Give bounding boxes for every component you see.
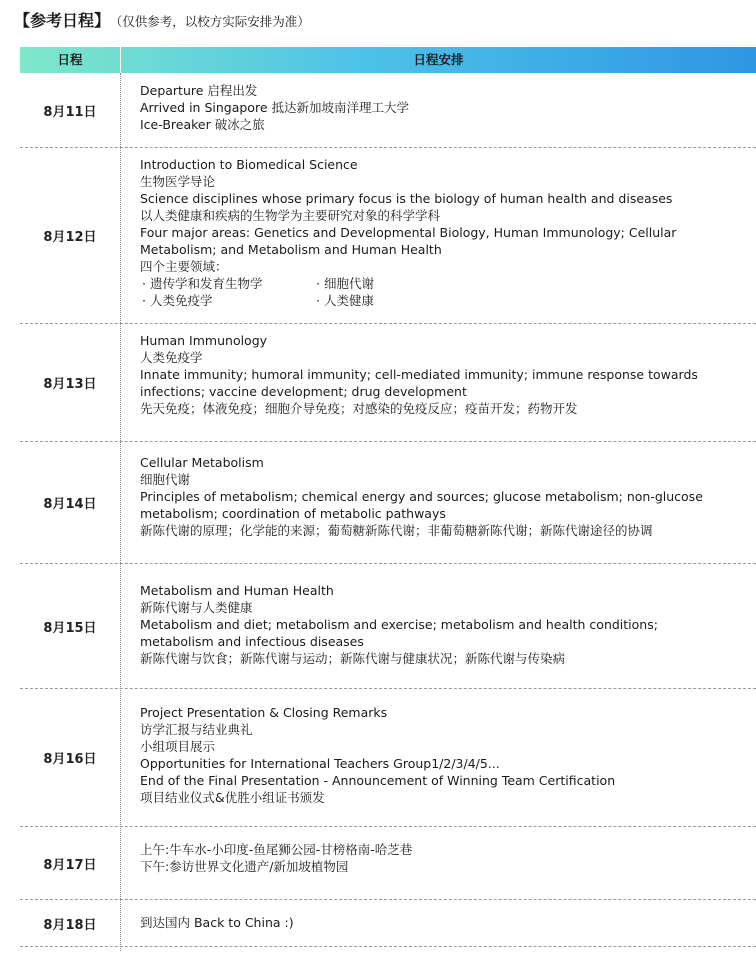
area-item: · 遗传学和发育生物学 [142,276,263,291]
content-line: metabolism and infectious diseases [140,634,364,649]
content-line: Principles of metabolism; chemical energy and sources; glucose metabolism; non-glucose [140,489,703,504]
row-content [140,704,756,806]
content-line: metabolism; coordination of metabolic pathways [140,506,446,521]
content-line: Metabolism and Human Health [140,583,334,598]
area-item: · 细胞代谢 [316,276,374,291]
table-row [20,148,756,324]
content-line: 访学汇报与结业典礼 [140,722,253,737]
heading-note: （仅供参考，以校方实际安排为准） [116,14,310,29]
row-content [140,454,756,539]
row-date: 8月17日 [43,857,97,873]
content-line: Arrived in Singapore 抵达新加坡南洋理工大学 [140,100,409,115]
table-row [20,564,756,689]
content-line: Innate immunity; humoral immunity; cell-mediated immunity; immune response towards [140,367,698,382]
row-content [140,582,756,667]
page-heading [14,8,310,31]
header-date: 日程 [57,52,83,67]
row-date: 8月15日 [43,620,97,636]
content-line: 新陈代谢的原理；化学能的来源；葡萄糖新陈代谢；非葡萄糖新陈代谢；新陈代谢途径的协调 [140,523,653,538]
content-line: Ice-Breaker 破冰之旅 [140,117,265,132]
table-row [20,442,756,564]
content-line: Introduction to Biomedical Science [140,157,358,172]
content-line: Metabolism and diet; metabolism and exercise; metabolism and health conditions; [140,617,658,632]
area-item: · 人类免疫学 [142,293,213,308]
content-line: Departure 启程出发 [140,83,258,98]
content-line: Four major areas: Genetics and Developmental Biology, Human Immunology; Cellular [140,225,677,240]
row-content [140,841,756,875]
row-date: 8月12日 [43,230,97,245]
table-row [20,73,756,148]
table-row [20,324,756,442]
content-line: infections; vaccine development; drug development [140,384,467,399]
content-line: 生物医学导论 [140,174,216,189]
row-date: 8月18日 [43,917,97,933]
row-content [140,156,756,309]
content-line: 项目结业仪式&优胜小组证书颁发 [140,790,325,805]
content-line: 以人类健康和疾病的生物学为主要研究对象的科学学科 [140,208,441,223]
heading-title: 【参考日程】 [14,11,111,30]
area-item: · 人类健康 [316,293,374,308]
row-content [140,82,756,133]
content-line: 上午:牛车水-小印度-鱼尾狮公园-甘榜格南-哈芝巷 [140,842,413,857]
content-line: 人类免疫学 [140,350,203,365]
content-line: Human Immunology [140,333,268,348]
content-line: Science disciplines whose primary focus is the biology of human health and diseases [140,191,673,206]
content-line: 下午:参访世界文化遗产/新加坡植物园 [140,859,349,874]
content-line: 新陈代谢与饮食；新陈代谢与运动；新陈代谢与健康状况；新陈代谢与传染病 [140,651,566,666]
content-line: End of the Final Presentation - Announcement of Winning Team Certification [140,773,616,788]
row-date: 8月13日 [43,377,97,392]
table-row [20,827,756,900]
table-row [20,689,756,827]
major-areas-list [140,275,756,309]
row-date: 8月11日 [43,104,97,120]
content-line: 新陈代谢与人类健康 [140,600,253,615]
content-line: 四个主要领域： [140,259,228,274]
row-date: 8月16日 [43,752,97,767]
table-header [20,47,756,73]
row-date: 8月14日 [43,497,97,512]
header-schedule: 日程安排 [120,47,756,73]
content-line: 细胞代谢 [140,472,191,487]
content-line: 先天免疫；体液免疫；细胞介导免疫；对感染的免疫反应；疫苗开发；药物开发 [140,401,578,416]
content-line: Project Presentation & Closing Remarks [140,705,388,720]
content-line: Opportunities for International Teachers Group1/2/3/4/5... [140,756,500,771]
content-line: 小组项目展示 [140,739,216,754]
content-line: 到达国内 Back to China :) [140,915,294,930]
row-content [140,914,756,931]
content-line: Cellular Metabolism [140,455,264,470]
content-line: Metabolism; and Metabolism and Human Health [140,242,442,257]
row-content [140,332,756,417]
table-row [20,900,756,947]
